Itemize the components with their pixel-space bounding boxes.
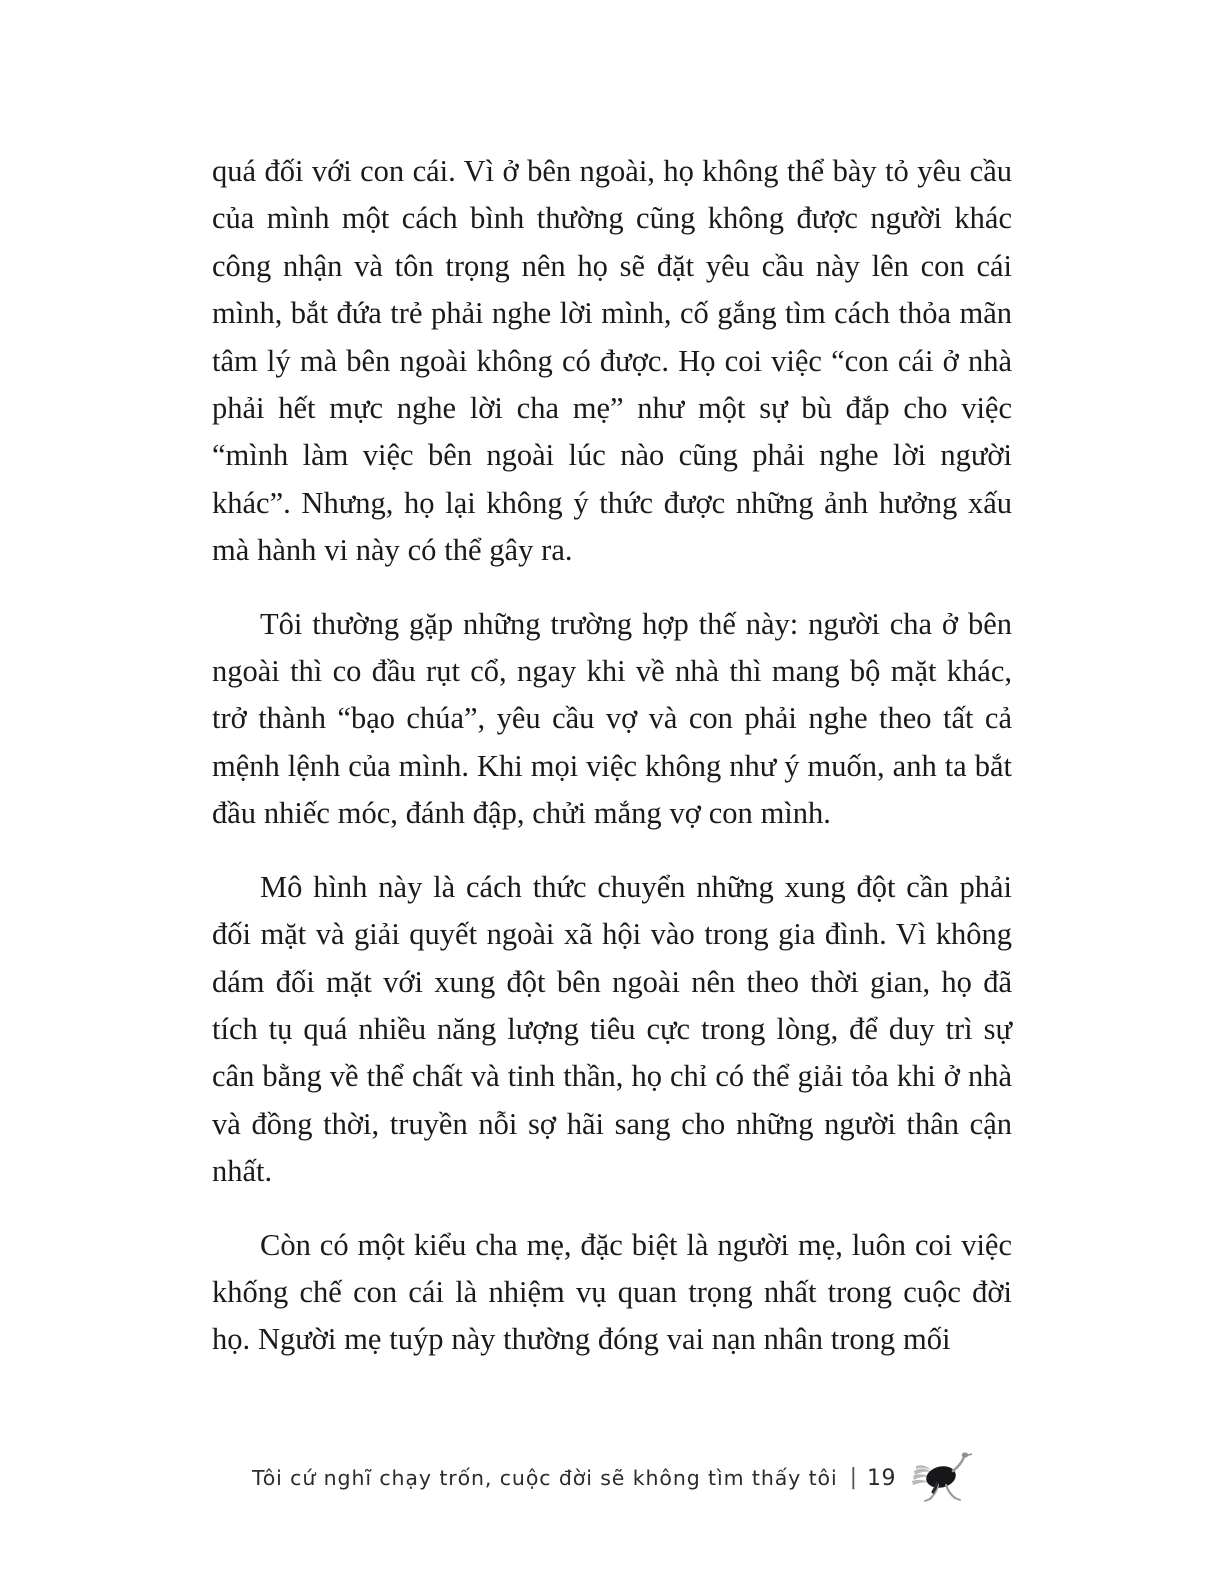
footer-separator: | xyxy=(849,1465,858,1490)
ostrich-icon xyxy=(910,1451,972,1505)
page-number: 19 xyxy=(867,1465,897,1491)
body-text-column xyxy=(212,148,1012,1364)
page-footer xyxy=(0,1443,1224,1513)
footer-book-title: Tôi cứ nghĩ chạy trốn, cuộc đời sẽ không tìm thấy tôi xyxy=(251,1466,838,1490)
paragraph: Còn có một kiểu cha mẹ, đặc biệt là người mẹ, luôn coi việc khống chế con cái là nhiệm vụ quan trọng nhất trong cuộc đời họ. Người mẹ tuýp này thường đóng vai nạn nhân trong mối xyxy=(212,1227,1012,1357)
footer-inner xyxy=(252,1451,972,1505)
paragraph: Mô hình này là cách thức chuyển những xung đột cần phải đối mặt và giải quyết ngoài xã hội vào trong gia đình. Vì không dám đối mặt với xung đột bên ngoài nên theo thời gian, họ đã tích tụ quá nhiều năng lượng tiêu cực trong lòng, để duy trì sự cân bằng về thể chất và tinh thần, họ chỉ có thể giải tỏa khi ở nhà và đồng thời, truyền nỗi sợ hãi sang cho những người thân cận nhất. xyxy=(212,869,1012,1189)
paragraph: Tôi thường gặp những trường hợp thế này: người cha ở bên ngoài thì co đầu rụt cổ, ngay khi về nhà thì mang bộ mặt khác, trở thành “bạo chúa”, yêu cầu vợ và con phải nghe theo tất cả mệnh lệnh của mình. Khi mọi việc không như ý muốn, anh ta bắt đầu nhiếc móc, đánh đập, chửi mắng vợ con mình. xyxy=(212,606,1012,831)
paragraph: quá đối với con cái. Vì ở bên ngoài, họ không thể bày tỏ yêu cầu của mình một cách bình thường cũng không được người khác công nhận và tôn trọng nên họ sẽ đặt yêu cầu này lên con cái mình, bắt đứa trẻ phải nghe lời mình, cố gắng tìm cách thỏa mãn tâm lý mà bên ngoài không có được. Họ coi việc “con cái ở nhà phải hết mực nghe lời cha mẹ” như một sự bù đắp cho việc “mình làm việc bên ngoài lúc nào cũng phải nghe lời người khác”. Nhưng, họ lại không ý thức được những ảnh hưởng xấu mà hành vi này có thể gây ra. xyxy=(212,154,1012,568)
